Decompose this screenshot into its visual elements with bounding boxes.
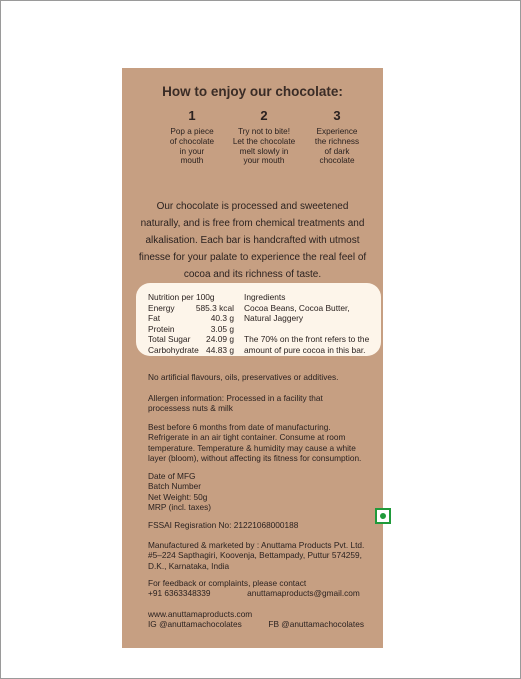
website-url: www.anuttamaproducts.com: [148, 609, 253, 619]
no-additives-text: No artificial flavours, oils, preservatives or additives.: [148, 372, 339, 382]
cocoa-note-line: amount of pure cocoa in this bar.: [244, 344, 366, 355]
nutrition-table: [148, 292, 238, 356]
step-number: 1: [188, 108, 196, 123]
storage-info: Best before 6 months from date of manufacturing. Refrigerate in an air tight container. Consume at room temperature. Temperature & humidity may cause a white layer (bloom), without affecting its fitness for consumption.: [148, 422, 362, 464]
howto-title: How to enjoy our chocolate:: [162, 84, 343, 99]
web-social-info: [148, 609, 380, 630]
nutrition-row: Carbohydrate 44.83 g: [148, 344, 234, 355]
feedback-phone: +91 6363348339: [148, 588, 211, 599]
nutrition-row: Energy 585.3 kcal: [148, 302, 234, 313]
step-text: Experience the richness of dark chocolate: [314, 127, 360, 166]
manufacturer-info: Manufactured & marketed by : Anuttama Products Pvt. Ltd. #5–224 Sapthagiri, Koovenja, Bettampady, Puttur 574259, D.K., Karnataka, India: [148, 540, 365, 571]
step-text: Pop a piece of chocolate in your mouth: [169, 127, 215, 166]
facebook-handle: FB @anuttamachocolates: [268, 619, 364, 630]
nutrition-row: Total Sugar 24.09 g: [148, 334, 234, 345]
step-text: Try not to bite! Let the chocolate melt slowly in your mouth: [232, 127, 296, 166]
step-3: [297, 108, 377, 166]
allergen-info: Allergen information: Processed in a facility that processess nuts & milk: [148, 393, 323, 414]
chocolate-wrapper-back-panel: [122, 68, 383, 648]
veg-symbol-icon: [375, 508, 391, 524]
instagram-handle: IG @anuttamachocolates: [148, 619, 242, 630]
step-2: [224, 108, 304, 166]
ingredients-line: Natural Jaggery: [244, 313, 304, 324]
nutrition-row: Fat 40.3 g: [148, 313, 234, 324]
nutrition-header: Nutrition per 100g: [148, 292, 215, 302]
feedback-info: For feedback or complaints, please contact +91 6363348339 anuttamaproducts@gmail.com: [148, 578, 360, 599]
ingredients-block: [244, 292, 379, 356]
cocoa-note-line: The 70% on the front refers to the: [244, 334, 370, 345]
feedback-email: anuttamaproducts@gmail.com: [247, 588, 360, 599]
step-number: 2: [260, 108, 268, 123]
step-number: 3: [333, 108, 341, 123]
ingredients-line: Cocoa Beans, Cocoa Butter,: [244, 302, 350, 313]
about-paragraph: Our chocolate is processed and sweetened naturally, and is free from chemical treatments and alkalisation. Each bar is handcrafted with utmost finesse for your palate to experience the real feel of cocoa and its richness of taste.: [138, 201, 367, 280]
ingredients-header: Ingredients: [244, 292, 286, 302]
nutrition-box: [136, 283, 381, 356]
veg-dot: [380, 513, 386, 519]
fssai-number: FSSAI Regisration No: 21221068000188: [148, 520, 299, 530]
batch-info: Date of MFG Batch Number Net Weight: 50g MRP (incl. taxes): [148, 471, 212, 513]
nutrition-row: Protein 3.05 g: [148, 323, 234, 334]
step-1: [152, 108, 232, 166]
